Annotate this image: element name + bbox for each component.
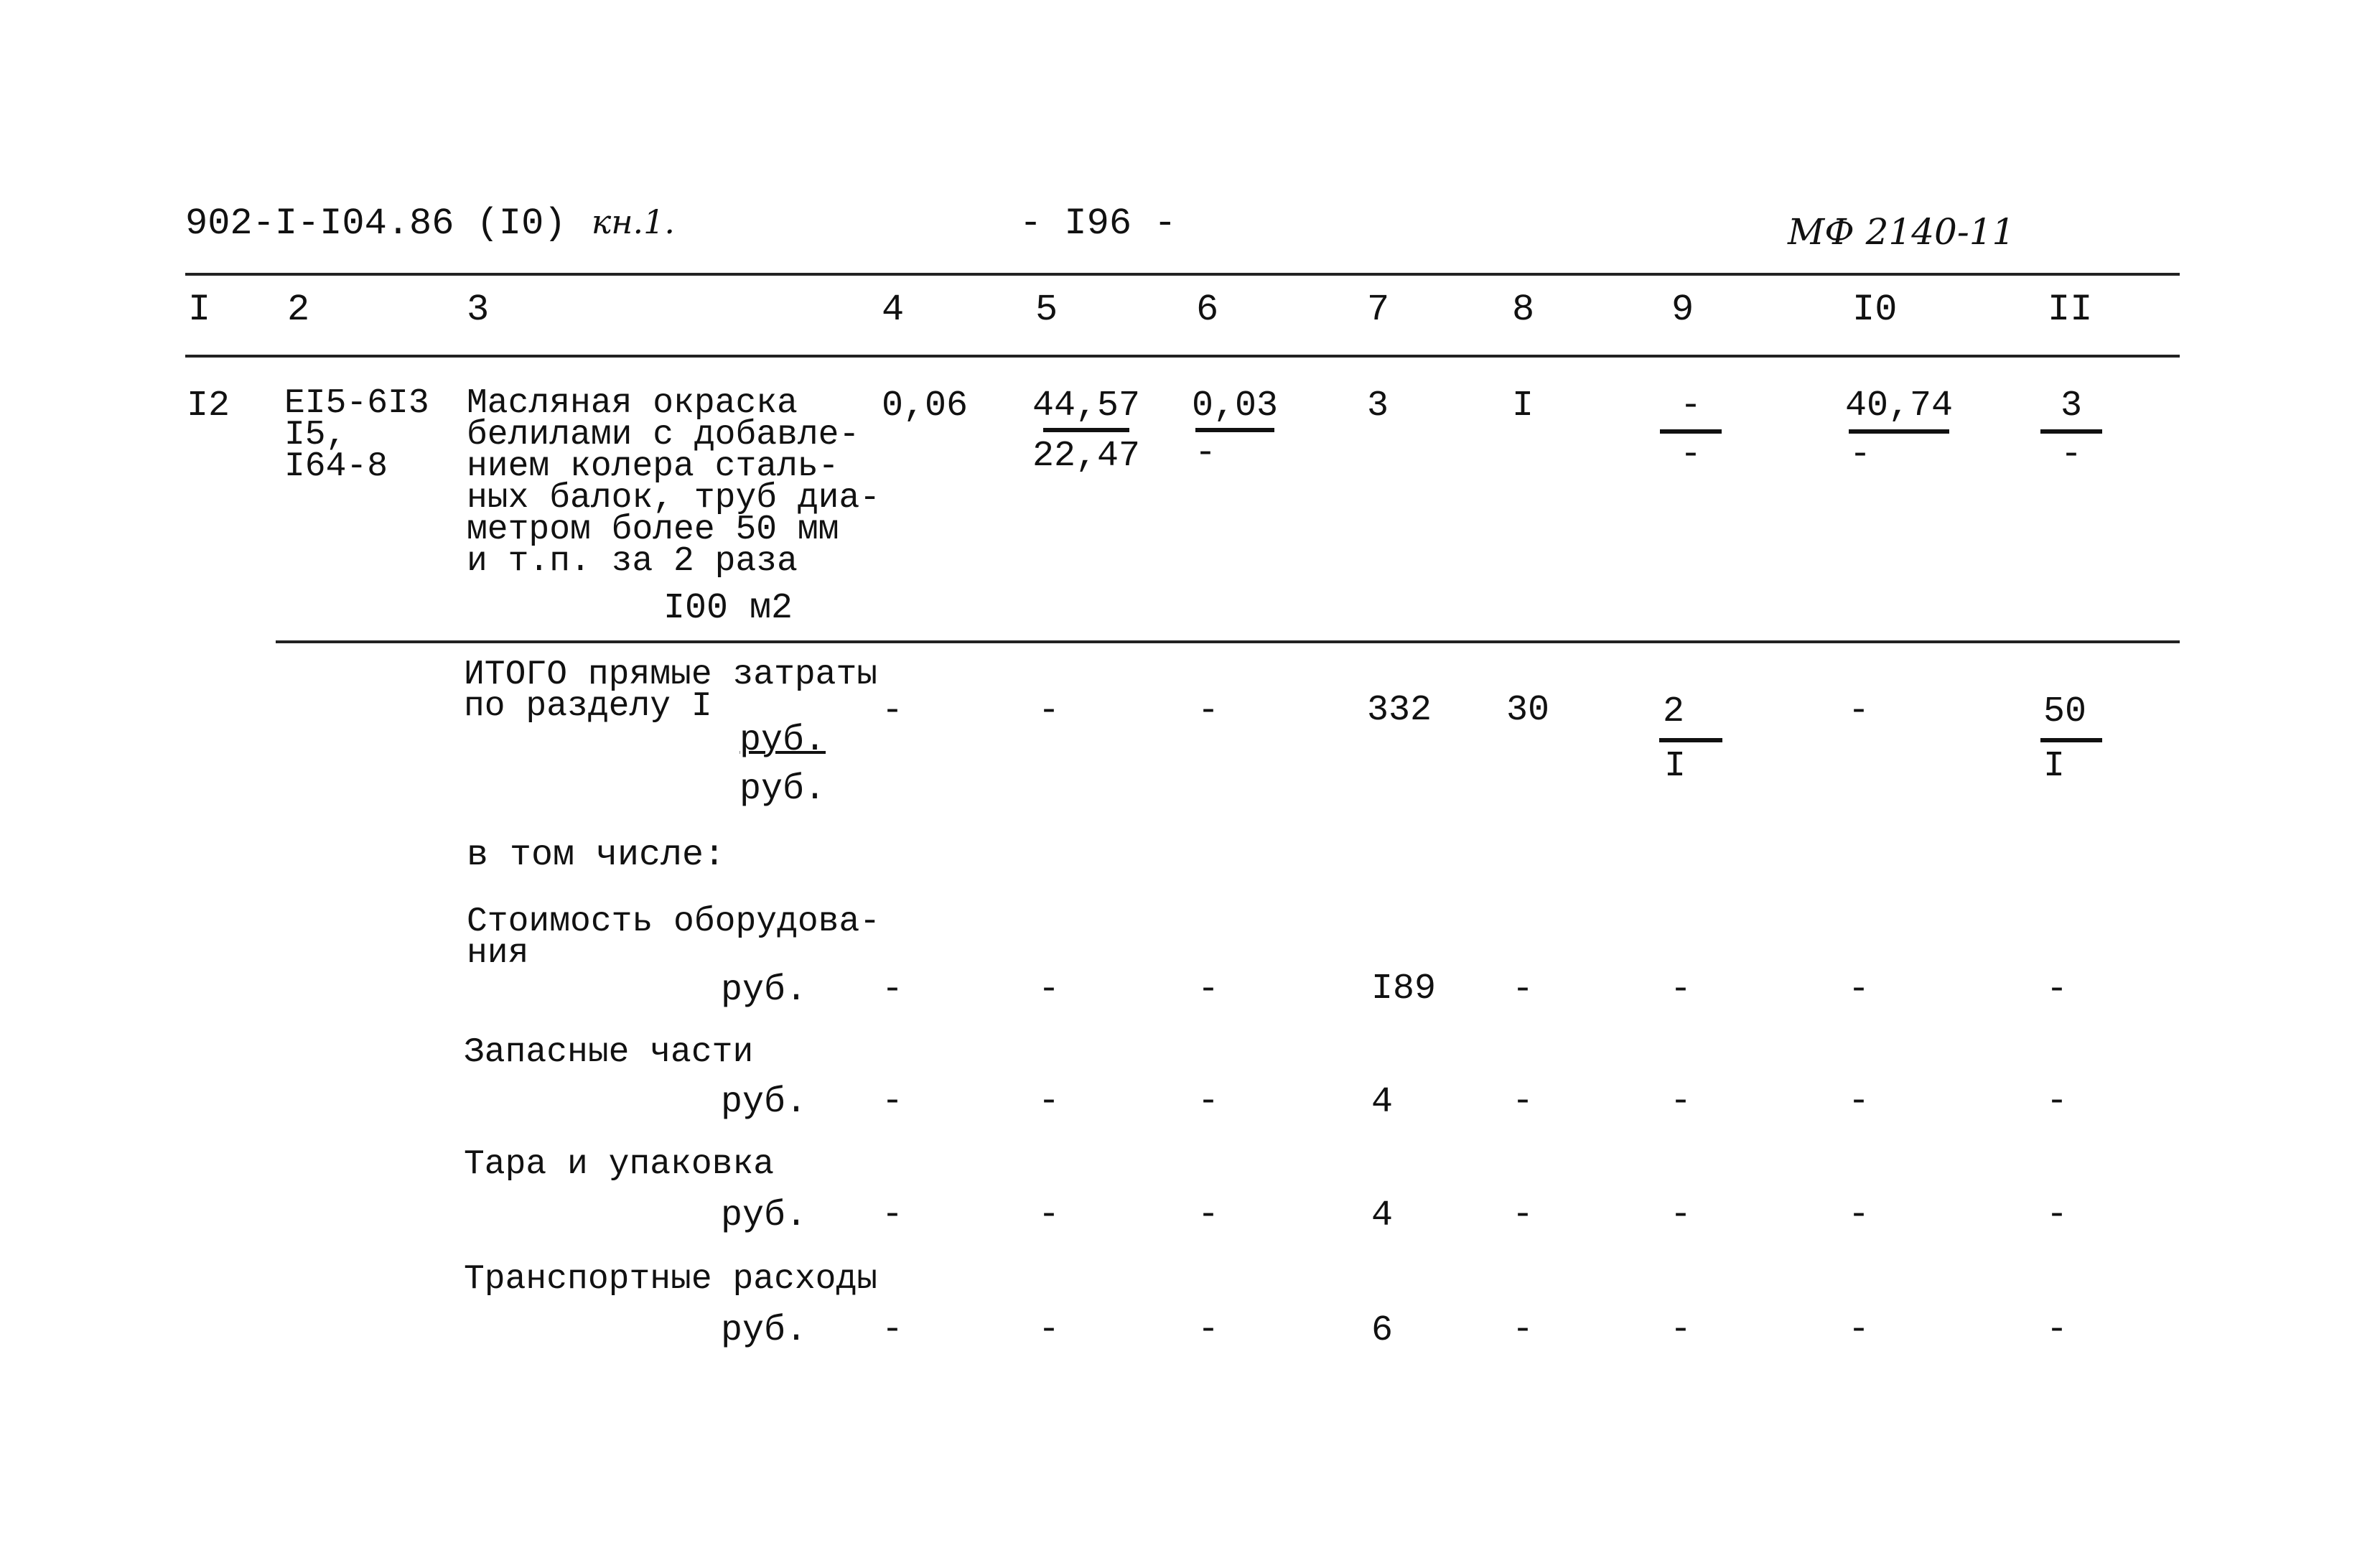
total-label-line: по разделу I <box>464 687 712 726</box>
total-col10: - <box>1848 691 1870 732</box>
subrow-col7: 4 <box>1371 1082 1394 1123</box>
rate-reference-line: EI5-6I3 <box>284 384 429 423</box>
header-bottom-rule <box>185 355 2180 358</box>
col-num-6: 6 <box>1196 289 1219 331</box>
subrow-col5: - <box>1038 1081 1060 1122</box>
subrow-col5: - <box>1038 1195 1060 1236</box>
row12-col9-num: - <box>1679 386 1702 426</box>
total-col5: - <box>1038 691 1060 732</box>
total-col4: - <box>882 691 904 732</box>
total-col9-num: 2 <box>1663 691 1685 732</box>
fraction-bar <box>1660 429 1722 434</box>
subrow-col11: - <box>2046 1310 2068 1350</box>
work-description-line: нием колера сталь- <box>467 447 839 486</box>
total-col11 <box>2039 691 2104 787</box>
subrow-col11: - <box>2046 1081 2068 1122</box>
total-col6: - <box>1198 691 1220 732</box>
row12-col7: 3 <box>1367 386 1389 426</box>
subrow-col7: I89 <box>1371 969 1437 1009</box>
subrow-col6: - <box>1198 1310 1220 1350</box>
fraction-bar <box>1659 738 1722 742</box>
document-code <box>185 202 675 245</box>
work-description-line: белилами с добавле- <box>467 416 860 454</box>
col-num-3: 3 <box>467 289 490 331</box>
subrow-col6: - <box>1198 1081 1220 1122</box>
fraction-bar <box>1195 428 1274 432</box>
row12-col9-den: - <box>1679 434 1702 475</box>
subrow-col10: - <box>1848 1195 1870 1236</box>
subrow-col8: - <box>1512 1195 1534 1236</box>
subrow-unit: руб. <box>721 1310 808 1351</box>
row12-col10-num: 40,74 <box>1845 386 1954 426</box>
rate-reference-line: I64-8 <box>284 447 388 486</box>
subrow-col4: - <box>882 1310 904 1350</box>
total-col11-den: I <box>2043 746 2066 787</box>
subrow-col9: - <box>1670 1081 1692 1122</box>
work-unit: I00 м2 <box>663 588 793 629</box>
row12-col4: 0,06 <box>882 386 969 426</box>
document-code-text: 902-I-I04.86 (I0) <box>185 202 566 245</box>
col-num-5: 5 <box>1035 289 1058 331</box>
subrow-label-line: Стоимость оборудова- <box>467 902 881 941</box>
subrow-col8: - <box>1512 1310 1534 1350</box>
subrow-label-line: Тара и упаковка <box>464 1145 775 1184</box>
col-num-8: 8 <box>1512 289 1535 331</box>
subrow-unit: руб. <box>721 1082 808 1123</box>
total-unit-2: руб. <box>739 769 826 810</box>
col-num-10: I0 <box>1852 289 1898 331</box>
row12-col6-num: 0,03 <box>1192 386 1279 426</box>
row12-col9 <box>1658 388 1723 474</box>
row12-col10-den: - <box>1849 434 1872 475</box>
subrow-col4: - <box>882 1081 904 1122</box>
subrow-col9: - <box>1670 1310 1692 1350</box>
subrow-unit: руб. <box>721 970 808 1011</box>
subrow-col10: - <box>1848 969 1870 1010</box>
total-unit-1: руб. <box>739 720 826 761</box>
row12-col6-den: - <box>1195 433 1217 474</box>
row12-col10 <box>1845 388 1953 474</box>
subrow-col10: - <box>1848 1310 1870 1350</box>
subrow-col10: - <box>1848 1081 1870 1122</box>
work-description-line: Масляная окраска <box>467 384 798 423</box>
subrow-col8: - <box>1512 1081 1534 1122</box>
rate-reference <box>284 384 429 486</box>
total-col8: 30 <box>1506 690 1550 731</box>
col-num-4: 4 <box>882 289 905 331</box>
subrow-label <box>467 902 881 973</box>
table-top-rule <box>185 273 2180 276</box>
subrow-label <box>464 1145 775 1184</box>
subrow-col4: - <box>882 969 904 1010</box>
fraction-bar <box>1043 428 1129 432</box>
row12-col11-den: - <box>2060 434 2082 475</box>
total-label <box>464 655 878 726</box>
fraction-bar <box>2040 738 2102 742</box>
col-num-11: II <box>2048 289 2093 331</box>
work-description-line: метром более 50 мм <box>467 510 839 549</box>
handwritten-mark: МФ 2140-11 <box>1788 211 2015 253</box>
subrow-col5: - <box>1038 969 1060 1010</box>
col-num-1: I <box>188 289 211 331</box>
row12-col6 <box>1192 388 1278 472</box>
subrow-col4: - <box>882 1195 904 1236</box>
work-description-line: ных балок, труб диа- <box>467 479 881 518</box>
total-col9-den: I <box>1664 746 1686 787</box>
total-col7: 332 <box>1367 690 1432 731</box>
total-col9 <box>1658 691 1723 787</box>
col-num-9: 9 <box>1671 289 1694 331</box>
subrow-label-line: ния <box>467 934 529 973</box>
subrow-label <box>464 1260 878 1299</box>
row12-col5-num: 44,57 <box>1032 386 1141 426</box>
subrow-unit: руб. <box>721 1195 808 1236</box>
subrow-col5: - <box>1038 1310 1060 1350</box>
subrow-col11: - <box>2046 1195 2068 1236</box>
subrow-label-line: Запасные части <box>464 1033 754 1072</box>
work-description-line: и т.п. за 2 раза <box>467 542 798 581</box>
subrow-col6: - <box>1198 1195 1220 1236</box>
row12-col5-den: 22,47 <box>1032 436 1141 477</box>
subrow-col8: - <box>1512 969 1534 1010</box>
total-col11-num: 50 <box>2043 691 2087 732</box>
row12-col11 <box>2039 388 2104 474</box>
total-label-line: ИТОГО прямые затраты <box>464 655 878 694</box>
subrow-col6: - <box>1198 969 1220 1010</box>
subrow-col9: - <box>1670 1195 1692 1236</box>
page-number: - I96 - <box>1019 202 1177 245</box>
subrow-label <box>464 1033 754 1072</box>
rate-reference-line: I5, <box>284 416 347 454</box>
subrow-col7: 4 <box>1371 1195 1394 1236</box>
fraction-bar <box>1849 429 1949 434</box>
fraction-bar <box>2040 429 2102 434</box>
row-number: I2 <box>187 386 230 426</box>
row12-col11-num: 3 <box>2060 386 2082 426</box>
subrow-col7: 6 <box>1371 1310 1394 1351</box>
subrow-label-line: Транспортные расходы <box>464 1260 878 1299</box>
document-code-note: кн.1. <box>591 202 675 241</box>
subrow-col11: - <box>2046 969 2068 1010</box>
work-description <box>467 384 881 581</box>
section-rule <box>276 640 2180 643</box>
row12-col8: I <box>1512 386 1534 426</box>
col-num-7: 7 <box>1367 289 1390 331</box>
col-num-2: 2 <box>287 289 310 331</box>
subrow-col9: - <box>1670 969 1692 1010</box>
row12-col5 <box>1032 388 1140 475</box>
including-label: в том числе: <box>467 835 726 876</box>
